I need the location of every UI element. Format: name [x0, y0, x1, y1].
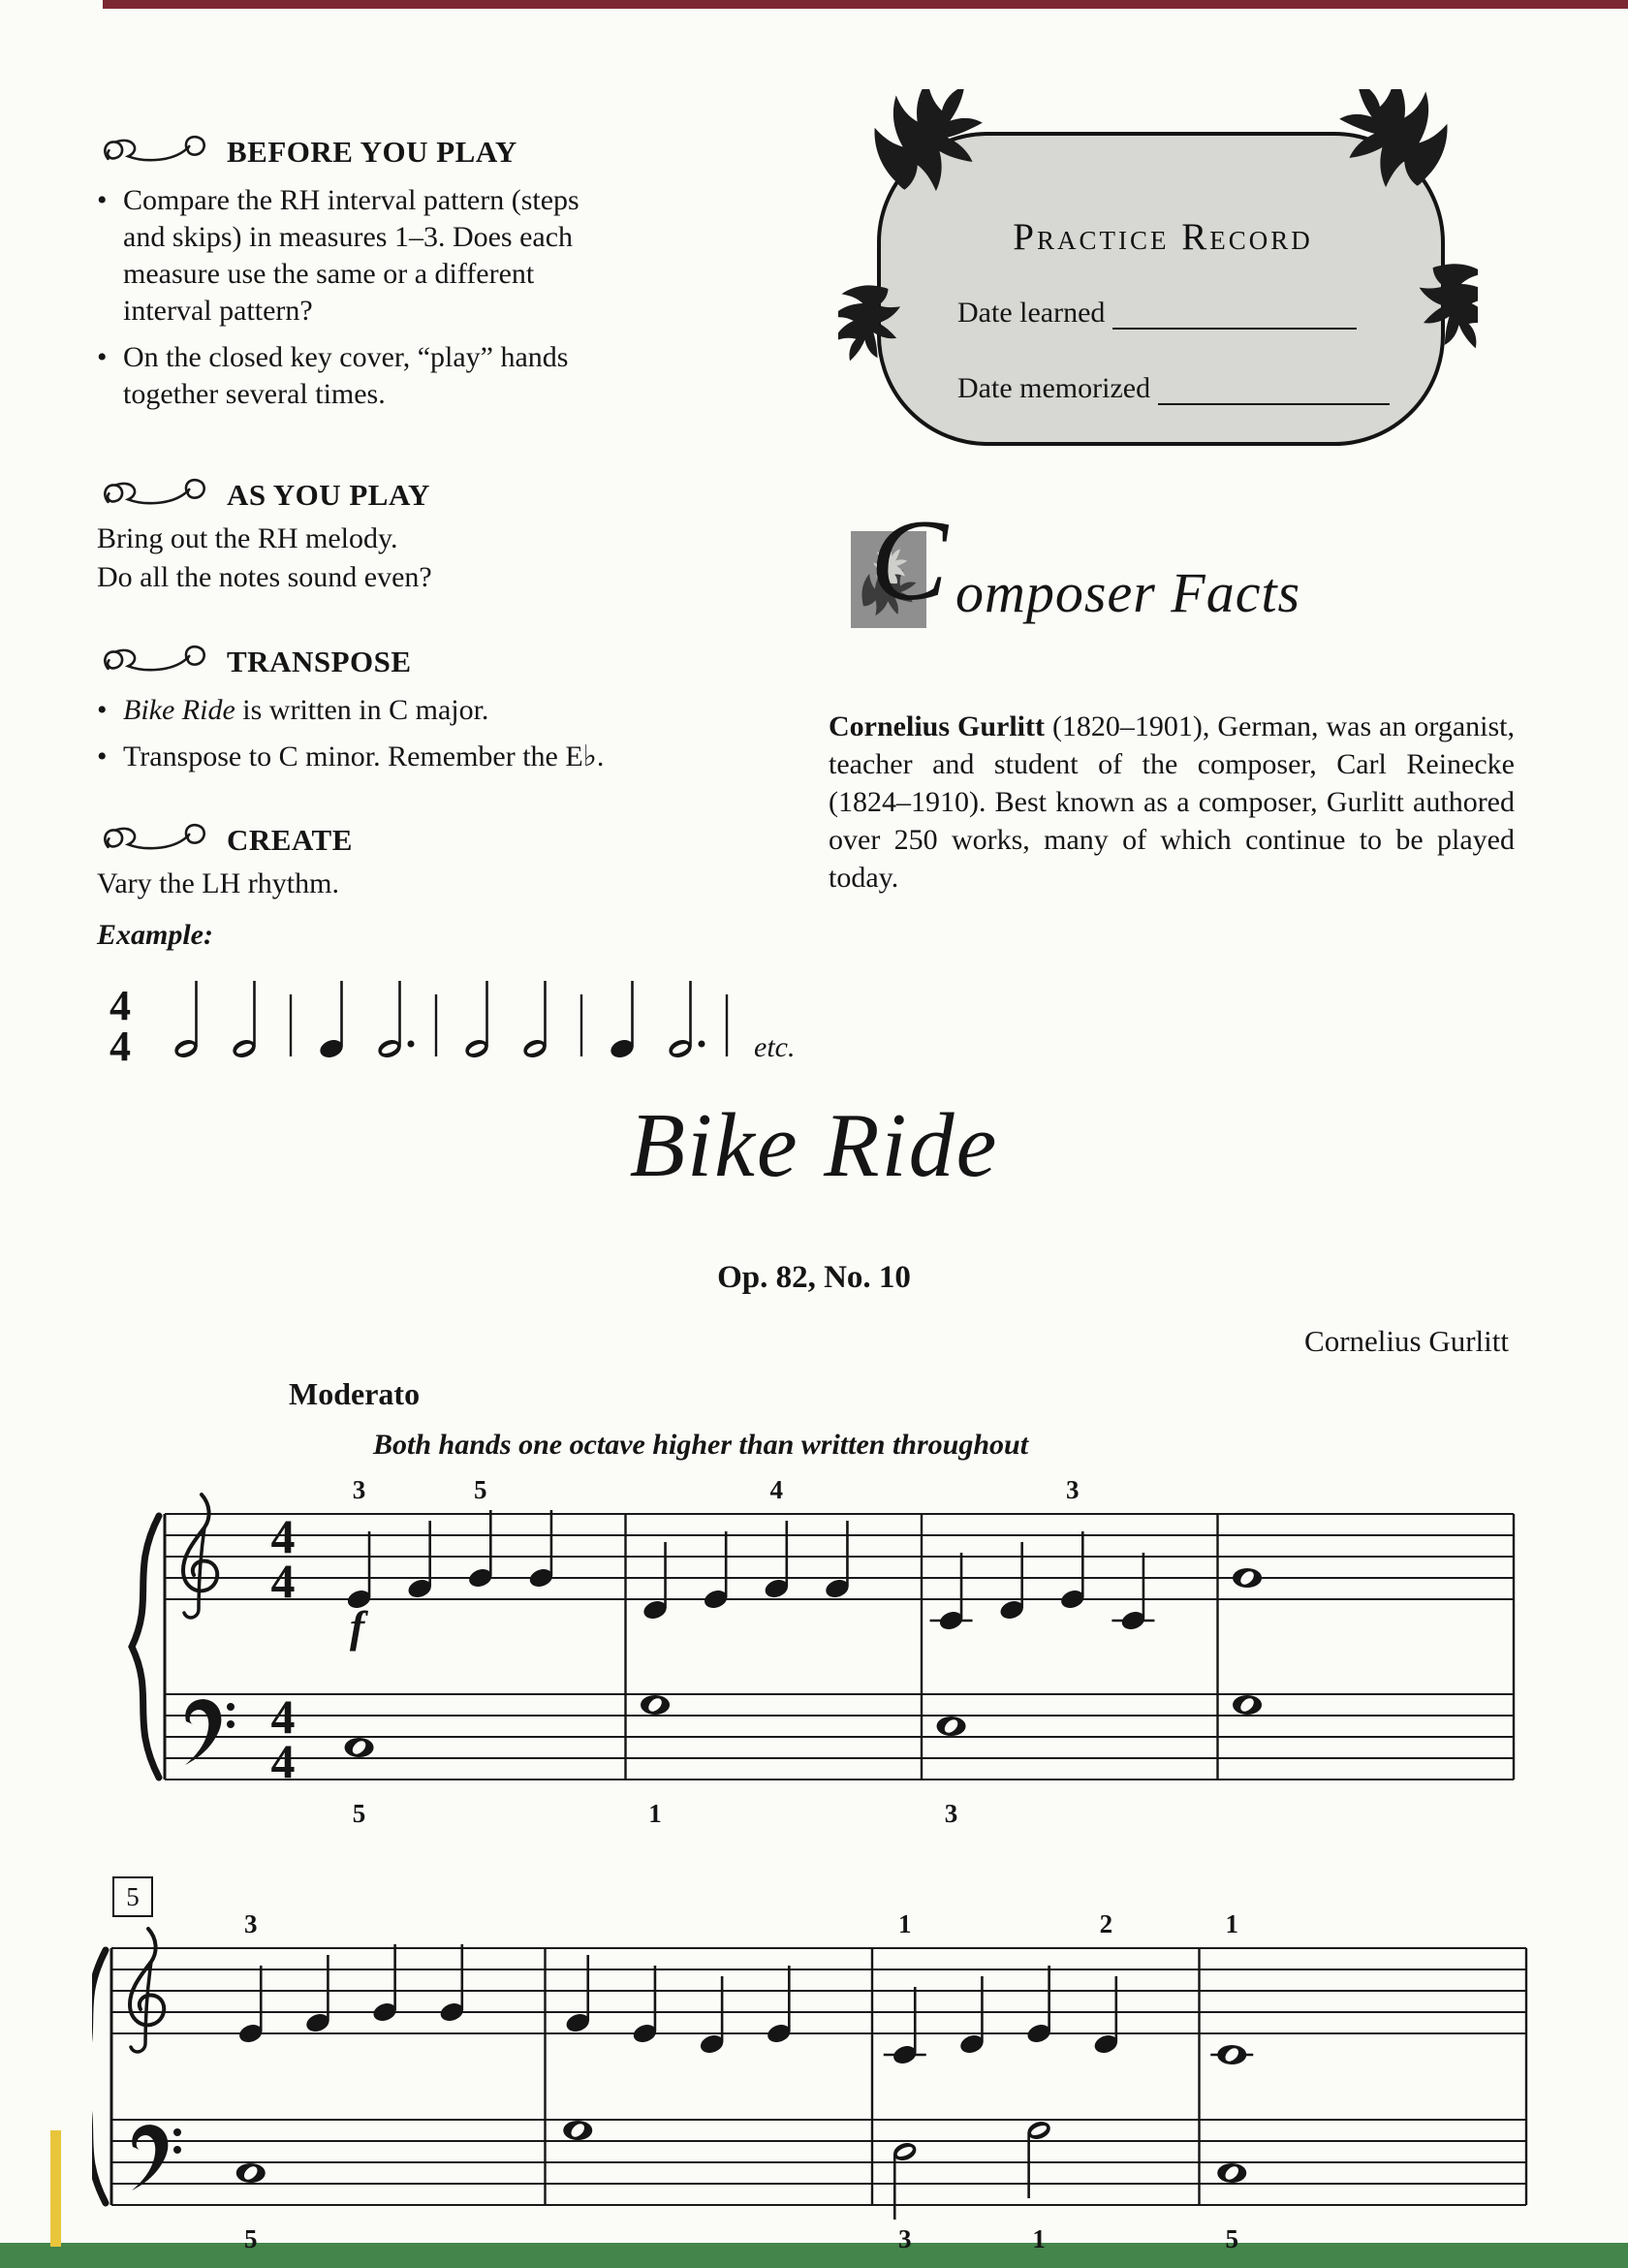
rhythm-time-top: 4	[110, 982, 131, 1029]
piece-title-inline: Bike Ride	[123, 694, 235, 726]
bass-clef-dot	[227, 1703, 235, 1711]
composer-facts-initial: C	[870, 495, 949, 624]
composer-facts-body	[829, 708, 1515, 897]
performance-instruction: Both hands one octave higher than written throughout	[373, 1429, 1029, 1461]
bullet-text: Compare the RH interval pattern (steps and skips) in measures 1–3. Does each measure use the same or a different interval pattern?	[123, 184, 579, 327]
finger-number: 3	[244, 1914, 258, 1938]
finger-number: 2	[1099, 1914, 1113, 1938]
bullet-list	[97, 182, 620, 413]
finger-number: 1	[898, 1914, 912, 1938]
bass-clef-icon	[132, 2125, 168, 2190]
finger-number: 3	[352, 1475, 366, 1504]
date-memorized-row	[957, 366, 1390, 405]
composer-name-lead: Cornelius Gurlitt	[829, 710, 1045, 742]
finger-number: 4	[769, 1475, 784, 1504]
date-learned-row	[957, 291, 1357, 330]
finger-number: 1	[1225, 1914, 1238, 1938]
section-heading	[97, 134, 698, 171]
rhythm-time-bottom: 4	[110, 1023, 131, 1070]
section-heading	[97, 644, 736, 680]
grand-staff-system-1	[97, 1454, 1531, 1875]
bullet-text: On the closed key cover, “play” hands together several times.	[123, 341, 569, 410]
finger-number: 5	[1225, 2224, 1238, 2253]
piece-composer: Cornelius Gurlitt	[1304, 1324, 1509, 1358]
etc-label: etc.	[754, 1031, 796, 1063]
instruction-line: Do all the notes sound even?	[97, 561, 432, 593]
practice-record-title: Practice Record	[1013, 216, 1313, 258]
finger-number: 5	[244, 2224, 258, 2253]
bullet-dot: •	[97, 740, 108, 772]
bullet-text-rest: is written in C major.	[235, 694, 489, 726]
flourish-icon	[97, 644, 211, 680]
time-signature-top: 4	[270, 1689, 296, 1744]
bullet-dot: •	[97, 341, 108, 373]
brace	[92, 1950, 106, 2203]
bass-clef-icon	[185, 1699, 221, 1765]
date-memorized-label: Date memorized	[957, 372, 1151, 404]
section-title: TRANSPOSE	[227, 645, 412, 678]
bass-clef-dot	[173, 2128, 181, 2136]
section-as-you-play	[97, 477, 698, 597]
flourish-icon	[97, 134, 211, 171]
brace	[132, 1516, 159, 1778]
composer-facts-title: omposer Facts	[955, 561, 1301, 624]
augmentation-dot	[699, 1041, 705, 1048]
date-learned-label: Date learned	[957, 297, 1106, 329]
section-before-you-play	[97, 134, 698, 413]
finger-number: 5	[474, 1475, 487, 1504]
piece-opus: Op. 82, No. 10	[717, 1260, 911, 1295]
time-signature-bottom: 4	[270, 1734, 296, 1788]
bullet-dot: •	[97, 184, 108, 216]
flourish-icon	[97, 822, 211, 859]
instruction-line: Bring out the RH melody.	[97, 522, 398, 554]
dynamic-marking: f	[349, 1602, 365, 1652]
bullet-item	[97, 182, 620, 330]
measure-number: 5	[126, 1881, 140, 1911]
bullet-item	[97, 692, 698, 729]
section-title: AS YOU PLAY	[227, 478, 430, 512]
augmentation-dot	[408, 1041, 415, 1048]
example-label: Example:	[97, 919, 213, 951]
bullet-text: Transpose to C minor. Remember the E♭.	[123, 740, 605, 772]
composer-facts-heading	[831, 495, 1529, 647]
piece-title: Bike Ride	[629, 1095, 999, 1196]
composer-facts-text: (1820–1901), German, was an organist, teacher and student of the composer, Carl Reinecke (1824–1910). Best known as a composer, Gurlitt authored over 250 works, many of which continue to be played today.	[829, 710, 1515, 894]
scan-strip-yellow	[50, 2130, 61, 2247]
bullet-item	[97, 739, 698, 775]
section-heading	[97, 822, 698, 859]
flourish-icon	[97, 477, 211, 514]
finger-number: 1	[648, 1799, 662, 1828]
finger-number: 1	[1032, 2224, 1046, 2253]
finger-number: 3	[898, 2224, 912, 2253]
bullet-text	[123, 692, 488, 729]
date-memorized-blank[interactable]	[1158, 368, 1390, 405]
grand-staff-system-2	[92, 1914, 1546, 2265]
section-title: CREATE	[227, 823, 353, 857]
scan-strip-top	[103, 0, 1628, 9]
tempo-marking: Moderato	[289, 1376, 421, 1411]
bullet-item	[97, 339, 620, 413]
rhythm-example	[99, 969, 855, 1078]
time-signature-top: 4	[270, 1509, 296, 1563]
measure-number-box	[112, 1876, 153, 1917]
bass-clef-dot	[227, 1720, 235, 1728]
date-learned-blank[interactable]	[1112, 293, 1357, 330]
section-transpose	[97, 644, 736, 775]
bullet-dot: •	[97, 694, 108, 726]
section-title: BEFORE YOU PLAY	[227, 135, 517, 169]
bullet-list	[97, 692, 698, 775]
time-signature-bottom: 4	[270, 1554, 296, 1608]
practice-record-frame	[838, 89, 1478, 477]
section-create	[97, 822, 698, 952]
section-heading	[97, 477, 698, 514]
bass-clef-dot	[173, 2146, 181, 2154]
finger-number: 3	[944, 1799, 958, 1828]
instruction-line: Vary the LH rhythm.	[97, 867, 339, 899]
finger-number: 3	[1066, 1475, 1080, 1504]
finger-number: 5	[352, 1799, 366, 1828]
